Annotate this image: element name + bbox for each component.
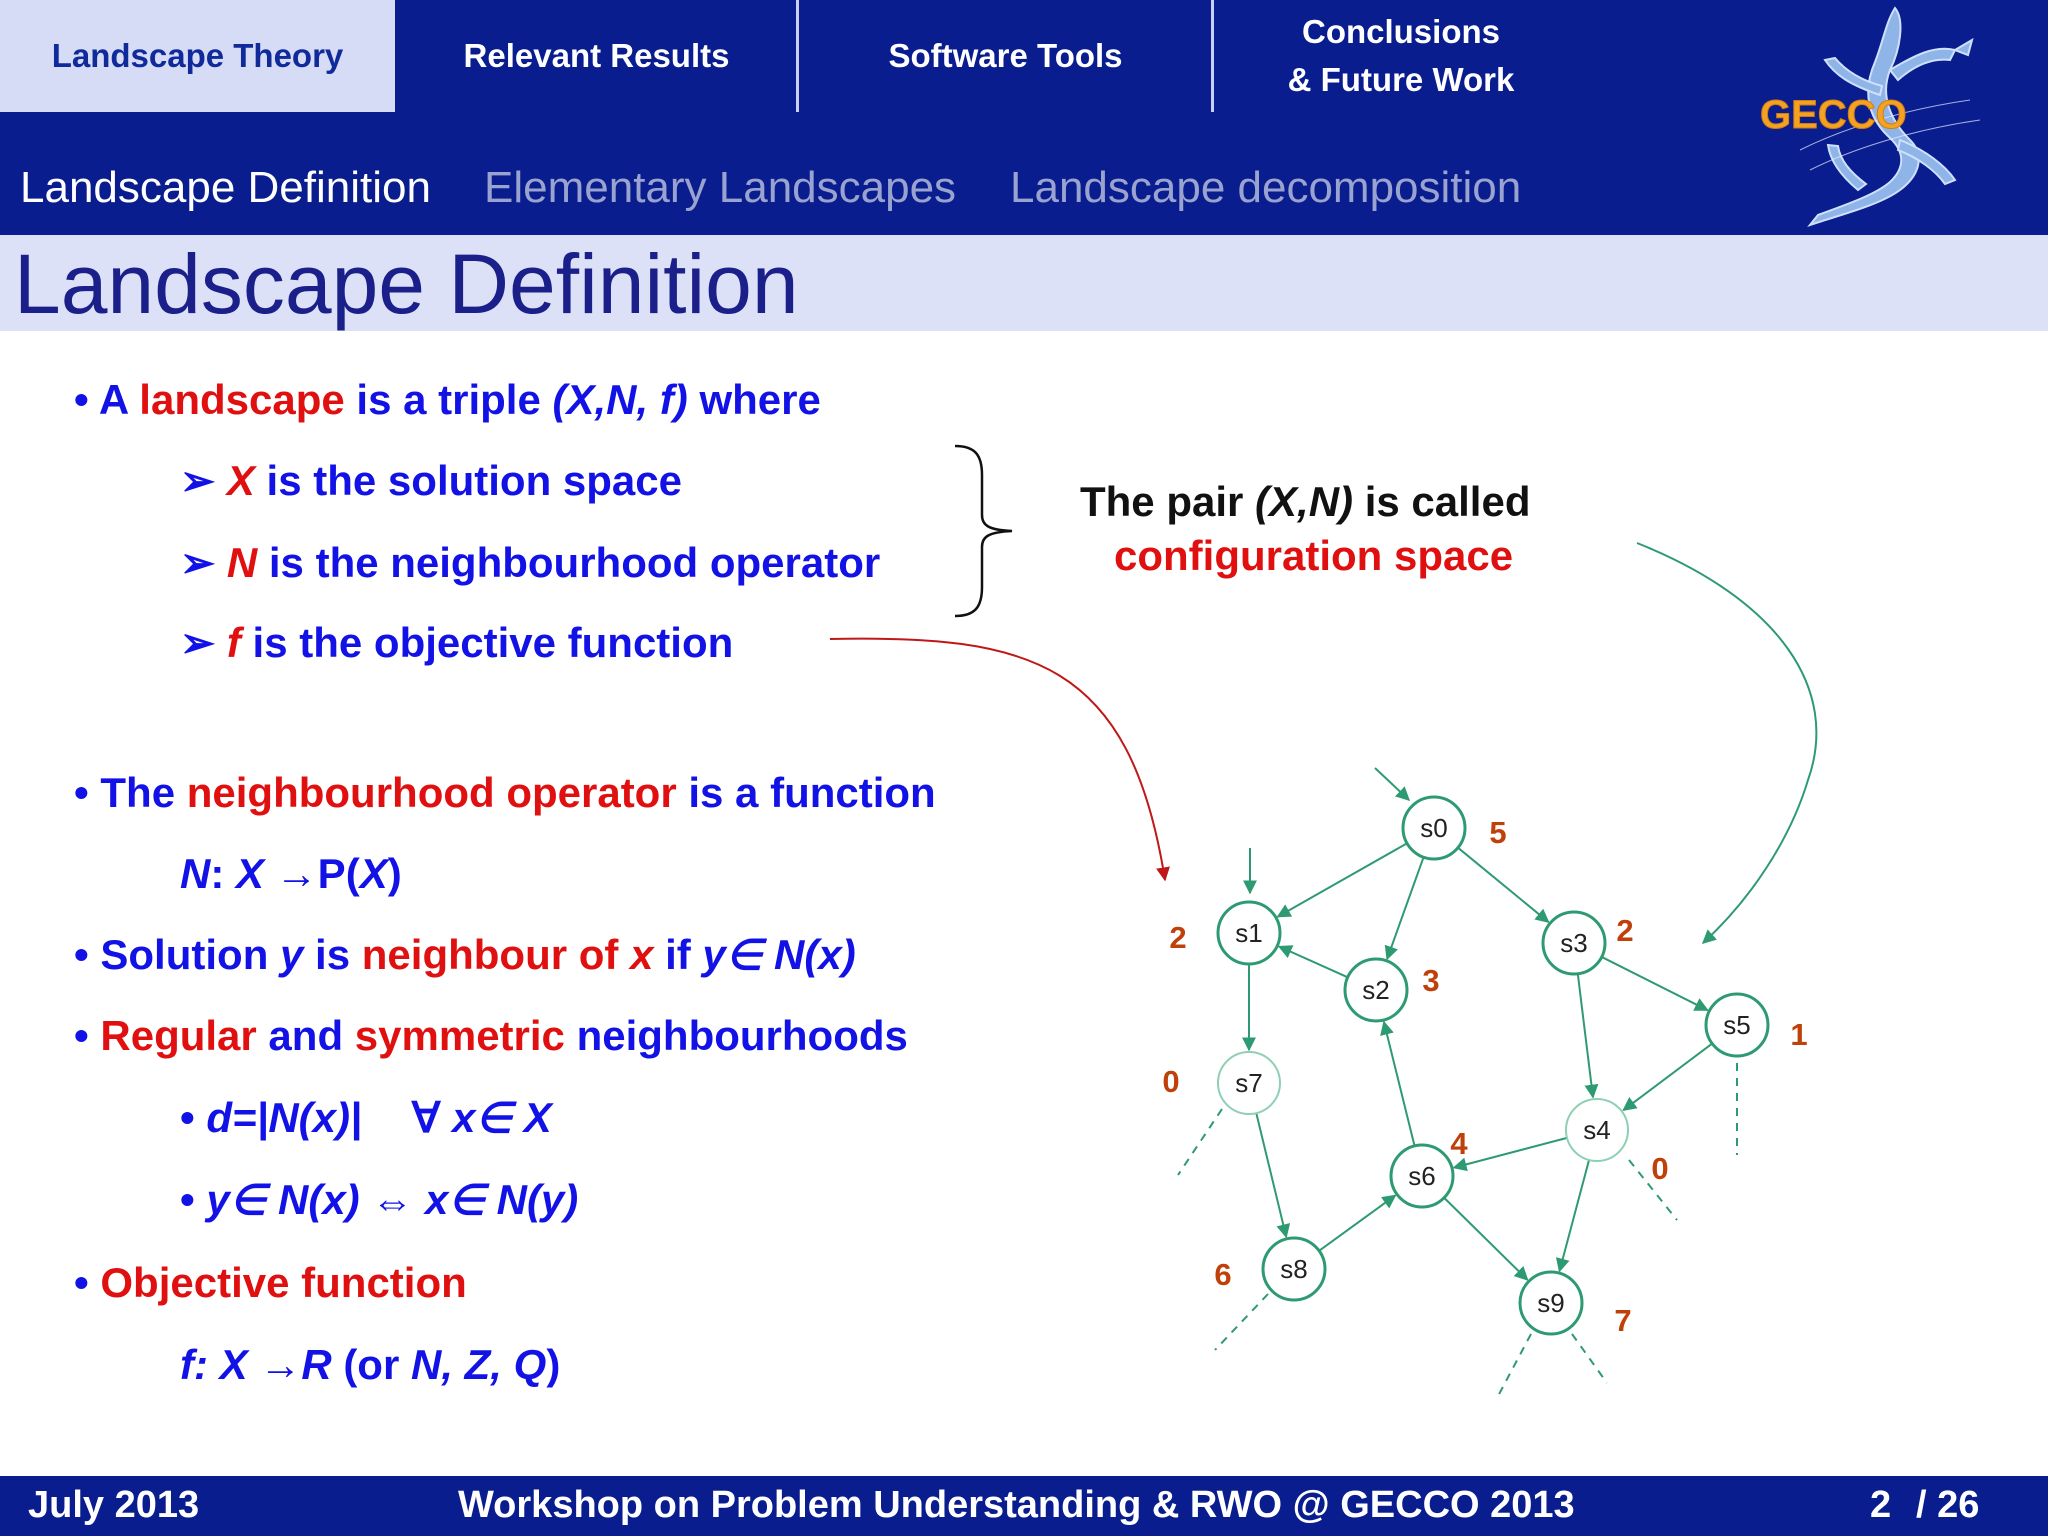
footer-page-total: / 26 [1916, 1484, 1980, 1526]
graph-node-value-s8: 6 [1214, 1257, 1232, 1292]
bullet-dot: • [74, 769, 89, 816]
triple-symbol: (X,N, f) [552, 376, 688, 423]
arrow-bullet-icon: ➢ [180, 539, 216, 586]
text-a: The [100, 769, 187, 816]
graph-edge-s6-s2 [1384, 1022, 1415, 1146]
text-c: is [303, 931, 362, 978]
bullet-dot: • [74, 931, 89, 978]
graph-node-value-s9: 7 [1614, 1303, 1632, 1338]
text-e: where [687, 376, 821, 423]
text-c: is a triple [344, 376, 553, 423]
f1-f: ) [387, 850, 402, 897]
graph-node-label-s9: s9 [1537, 1288, 1565, 1318]
graph-node-label-s6: s6 [1408, 1161, 1436, 1191]
graph-node-value-s0: 5 [1489, 815, 1507, 850]
graph-edge-s0-s3 [1458, 848, 1549, 922]
dashed-continuations [1178, 1063, 1737, 1398]
degree-expr: d=|N(x)| [206, 1094, 362, 1141]
term-landscape: landscape [139, 376, 345, 423]
subnav-landscape-decomposition[interactable]: Landscape decomposition [1010, 163, 1522, 212]
graph-node-label-s5: s5 [1723, 1010, 1751, 1040]
bullet-dot: • [180, 1176, 195, 1223]
f1-e: X [359, 850, 388, 897]
f1-a: N [180, 850, 211, 897]
callout-pair: (X,N) [1255, 478, 1354, 525]
text-b: and [256, 1012, 355, 1059]
footer-date: July 2013 [28, 1484, 200, 1526]
bullet-dot: • [74, 1012, 89, 1059]
sub-item-text: is the objective function [240, 619, 734, 666]
symbol-f: f [226, 619, 241, 666]
symmetry-expr: y∈ N(x) ⇔ x∈ N(y) [206, 1176, 579, 1223]
symbol-x: x [630, 931, 654, 978]
tab-label-line2: & Future Work [1287, 61, 1515, 98]
f2-c: N, Z, Q [410, 1341, 547, 1388]
graph-node-value-s3: 2 [1616, 913, 1634, 948]
arrow-bullet-icon: ➢ [180, 457, 216, 504]
forall-symbol: ∀ [411, 1094, 441, 1141]
graph-edge-s3-s5 [1602, 957, 1708, 1010]
subnav-landscape-definition[interactable]: Landscape Definition [20, 163, 431, 212]
graph-nodes [1162, 797, 1807, 1338]
slide-title: Landscape Definition [14, 237, 799, 331]
tab-label-line1: Conclusions [1301, 13, 1501, 50]
graph-node-value-s4: 0 [1651, 1151, 1669, 1186]
graph-edge-s0-s2 [1387, 857, 1423, 959]
term-objective-function: Objective function [100, 1259, 467, 1306]
graph-node-label-s0: s0 [1420, 813, 1448, 843]
graph-node-value-s7: 0 [1162, 1064, 1180, 1099]
graph-node-label-s4: s4 [1583, 1115, 1611, 1145]
graph-edge-s0-s1 [1278, 843, 1407, 916]
text-a: A [98, 376, 140, 423]
graph-node-label-s2: s2 [1362, 975, 1390, 1005]
graph-node-label-s7: s7 [1235, 1068, 1263, 1098]
tab-label: Landscape Theory [51, 37, 344, 74]
graph-edge-s7-s8 [1256, 1113, 1286, 1237]
graph-edge-s4-s9 [1559, 1160, 1589, 1271]
term-neighbourhood-operator: neighbourhood operator [186, 769, 677, 816]
graph-edges [1249, 843, 1712, 1280]
graph-node-label-s3: s3 [1560, 928, 1588, 958]
f1-c: X [236, 850, 265, 897]
tab-label: Software Tools [888, 37, 1123, 74]
graph-edge-s3-s4 [1578, 974, 1593, 1097]
logo-text: GECCO [1760, 93, 1907, 137]
graph-node-value-s1: 2 [1169, 920, 1187, 955]
footer-event: Workshop on Problem Understanding & RWO @ GECCO 2013 [458, 1484, 1575, 1526]
bullet-dot: • [180, 1094, 195, 1141]
sub-item-text: is the neighbourhood operator [257, 539, 881, 586]
symbol-x: X [226, 457, 255, 504]
text-a: Solution [100, 931, 281, 978]
f2-d: ) [546, 1341, 561, 1388]
graph-node-label-s8: s8 [1280, 1254, 1308, 1284]
sub-item-text: is the solution space [254, 457, 682, 504]
arrow-bullet-icon: ➢ [180, 619, 216, 666]
callout-text-a: The pair [1080, 478, 1256, 525]
objective-function-arrow [830, 639, 1165, 880]
configuration-space-arrow [1637, 543, 1816, 943]
graph-edge-s4-s6 [1454, 1138, 1567, 1168]
text-f: if [653, 931, 703, 978]
graph-node-value-s5: 1 [1790, 1017, 1808, 1052]
forall-expr: x∈ X [440, 1094, 552, 1141]
footer-page-number: 2 [1870, 1484, 1892, 1526]
tab-label: Relevant Results [463, 37, 730, 74]
bullet-dot: • [74, 376, 89, 423]
graph-edge-s5-s4 [1623, 1044, 1712, 1111]
brace-icon [955, 446, 1012, 616]
graph-node-value-s6: 4 [1450, 1126, 1468, 1161]
symbol-y: y [280, 931, 304, 978]
graph-node-label-s1: s1 [1235, 918, 1263, 948]
term-neighbour-of: neighbour of [361, 931, 631, 978]
term-symmetric: symmetric [354, 1012, 565, 1059]
membership-expr: y∈ N(x) [702, 931, 856, 978]
symbol-n: N [226, 539, 258, 586]
f1-b: : [210, 850, 236, 897]
callout-text-c: is called [1353, 478, 1531, 525]
subnav-elementary-landscapes[interactable]: Elementary Landscapes [484, 163, 957, 212]
bullet-dot: • [74, 1259, 89, 1306]
callout-configuration-space: configuration space [1114, 532, 1514, 579]
graph-edge-s6-s9 [1444, 1198, 1527, 1280]
term-regular: Regular [100, 1012, 257, 1059]
f1-d: →P( [264, 850, 360, 897]
text-c: is a function [676, 769, 936, 816]
text-d: neighbourhoods [564, 1012, 908, 1059]
f2-a: f: X →R [180, 1341, 332, 1388]
graph-node-value-s2: 3 [1422, 963, 1440, 998]
graph-edge-s8-s6 [1319, 1195, 1395, 1250]
entry-arrow-s0 [1375, 768, 1409, 800]
graph-edge-s2-s1 [1279, 947, 1348, 978]
f2-b: (or [331, 1341, 411, 1388]
